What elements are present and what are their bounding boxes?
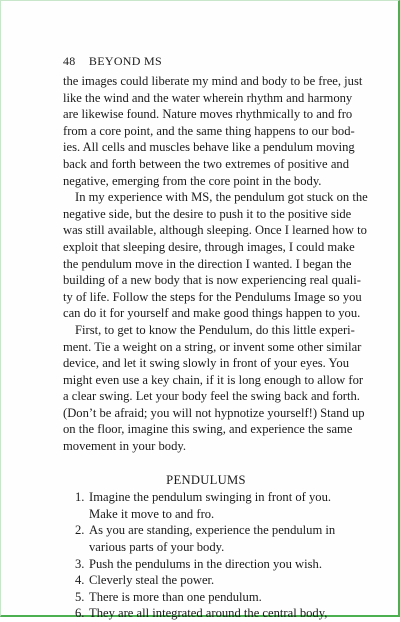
running-title: BEYOND MS bbox=[88, 54, 162, 68]
list-item-text: There is more than one pendulum. bbox=[89, 589, 262, 604]
text-line: device, and let it swing slowly in front of your eyes. You bbox=[63, 356, 349, 371]
list-item bbox=[63, 489, 349, 522]
text-line: negative side, but the desire to push it to the positive side bbox=[63, 206, 352, 221]
section-title: PENDULUMS bbox=[166, 472, 246, 487]
list-number: 2. bbox=[75, 523, 85, 538]
list-number: 4. bbox=[75, 573, 85, 588]
list-number: 3. bbox=[75, 556, 85, 571]
body-text bbox=[63, 73, 368, 622]
text-line: ies. All cells and muscles behave like a pendulum moving bbox=[63, 140, 355, 155]
page-number: 48 bbox=[63, 54, 76, 68]
list-item-text: Cleverly steal the power. bbox=[89, 573, 215, 588]
list-item-text: They are all integrated around the central body, bbox=[89, 606, 328, 621]
paragraphs bbox=[63, 73, 368, 455]
text-line: back and forth between the two extremes of positive and bbox=[63, 156, 349, 171]
list-item-text: Push the pendulums in the direction you wish. bbox=[89, 556, 322, 571]
list-item bbox=[63, 589, 349, 606]
text-line: the pendulum move in the direction I wanted. I began the bbox=[63, 256, 352, 271]
list-number: 6. bbox=[75, 606, 85, 621]
list-item bbox=[63, 522, 349, 555]
running-header bbox=[63, 54, 162, 69]
text-line: negative, emerging from the core point in the body. bbox=[63, 173, 322, 188]
text-line: might even use a key chain, if it is long enough to allow for bbox=[63, 372, 364, 387]
text-line: can do it for yourself and make good things happen to you. bbox=[63, 306, 361, 321]
list-item-text: Imagine the pendulum swinging in front of you. bbox=[89, 490, 332, 505]
text-line: exploit that sleeping desire, through images, I could make bbox=[63, 239, 355, 254]
text-line: on the floor, imagine this swing, and experience the same bbox=[63, 422, 353, 437]
list-item bbox=[63, 556, 349, 573]
text-line: (Don’t be afraid; you will not hypnotize yourself!) Stand up bbox=[63, 405, 365, 420]
text-line: like the wind and the water wherein rhythm and harmony bbox=[63, 90, 353, 105]
text-line: are likewise found. Nature moves rhythmically to and fro bbox=[63, 107, 353, 122]
paragraph bbox=[63, 189, 368, 322]
list-item-text: Make it move to and fro. bbox=[89, 506, 215, 521]
steps-list bbox=[63, 489, 349, 622]
paragraph bbox=[63, 322, 365, 455]
text-line: In my experience with MS, the pendulum got stuck on the bbox=[75, 190, 368, 205]
list-item-text: As you are standing, experience the pendulum in bbox=[89, 523, 336, 538]
text-line: First, to get to know the Pendulum, do this little experi- bbox=[75, 322, 355, 337]
paragraph bbox=[63, 73, 363, 189]
list-item bbox=[63, 572, 349, 589]
text-line: was still available, although sleeping. Once I learned how to bbox=[63, 223, 367, 238]
list-number: 1. bbox=[75, 490, 85, 505]
text-line: ment. Tie a weight on a string, or invent some other similar bbox=[63, 339, 362, 354]
text-line: the images could liberate my mind and body to be free, just bbox=[63, 74, 363, 88]
text-line: building of a new body that is now experiencing real quali- bbox=[63, 273, 361, 288]
text-line: from a core point, and the same thing happens to our bod- bbox=[63, 123, 355, 138]
list-item-text: various parts of your body. bbox=[89, 540, 225, 555]
text-line: ty of life. Follow the steps for the Pendulums Image so you bbox=[63, 289, 362, 304]
text-line: a clear swing. Let your body feel the swing back and forth. bbox=[63, 389, 360, 404]
list-item bbox=[63, 605, 349, 622]
list-number: 5. bbox=[75, 589, 85, 604]
text-line: movement in your body. bbox=[63, 439, 187, 454]
